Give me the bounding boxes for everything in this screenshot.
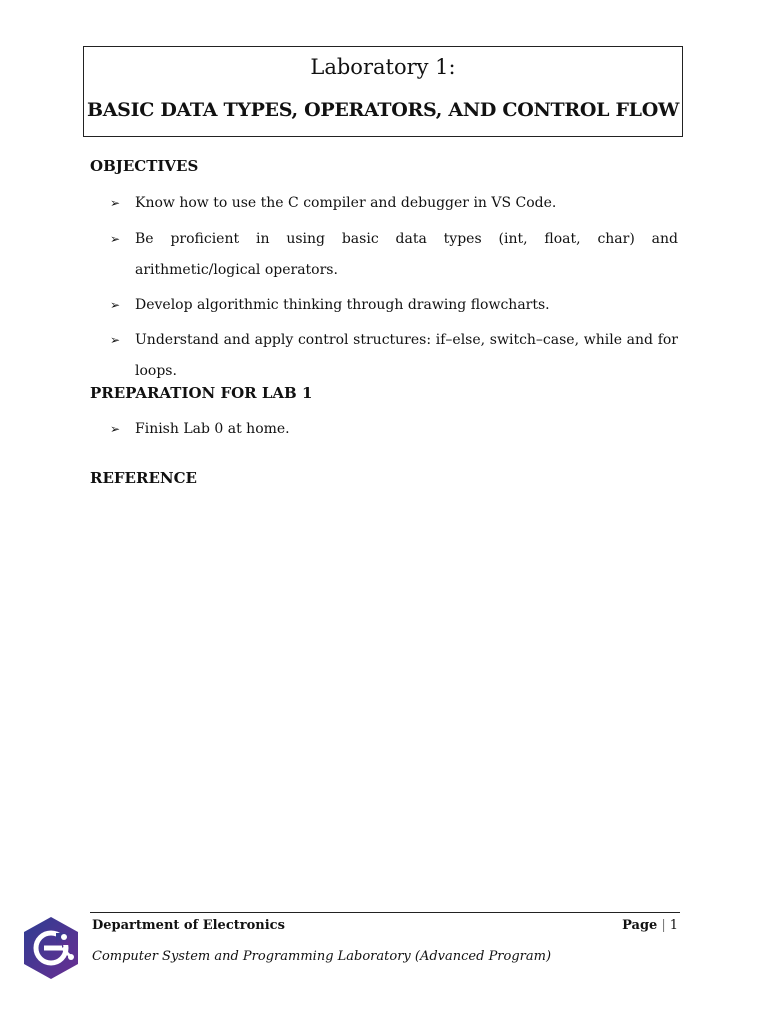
preparation-text: Finish Lab 0 at home. [135,421,290,437]
lab-subtitle: BASIC DATA TYPES, OPERATORS, AND CONTROL FLOW [86,99,680,121]
objectives-heading: OBJECTIVES [90,157,199,175]
objective-text: Know how to use the C compiler and debugger in VS Code. [135,195,557,211]
arrow-bullet-icon: ➢ [110,196,121,210]
footer-course-title: Computer System and Programming Laboratory (Advanced Program) [92,949,552,964]
objective-item [110,325,678,387]
arrow-bullet-icon: ➢ [110,422,121,436]
page-number: 1 [669,918,678,933]
objective-text: Understand and apply control structures: if–else, switch–case, while and for loops. [135,332,678,379]
reference-heading: REFERENCE [90,469,197,487]
arrow-bullet-icon: ➢ [110,298,121,312]
preparation-heading: PREPARATION FOR LAB 1 [90,384,313,402]
footer-department: Department of Electronics [92,918,285,933]
objective-item [110,290,678,321]
department-logo-icon [20,915,82,981]
title-box [83,46,683,137]
objective-text: Develop algorithmic thinking through drawing flowcharts. [135,297,550,313]
objective-text: Be proficient in using basic data types (int, float, char) and arithmetic/logical operators. [135,231,678,278]
arrow-bullet-icon: ➢ [110,333,121,347]
objective-item [110,224,678,286]
preparation-item [110,414,678,445]
lab-title: Laboratory 1: [310,55,456,79]
footer-rule [90,912,680,913]
footer-page-number [622,917,678,935]
objective-item [110,188,678,219]
page-label: Page [622,918,658,933]
page-separator: | [661,918,666,933]
arrow-bullet-icon: ➢ [110,232,121,246]
